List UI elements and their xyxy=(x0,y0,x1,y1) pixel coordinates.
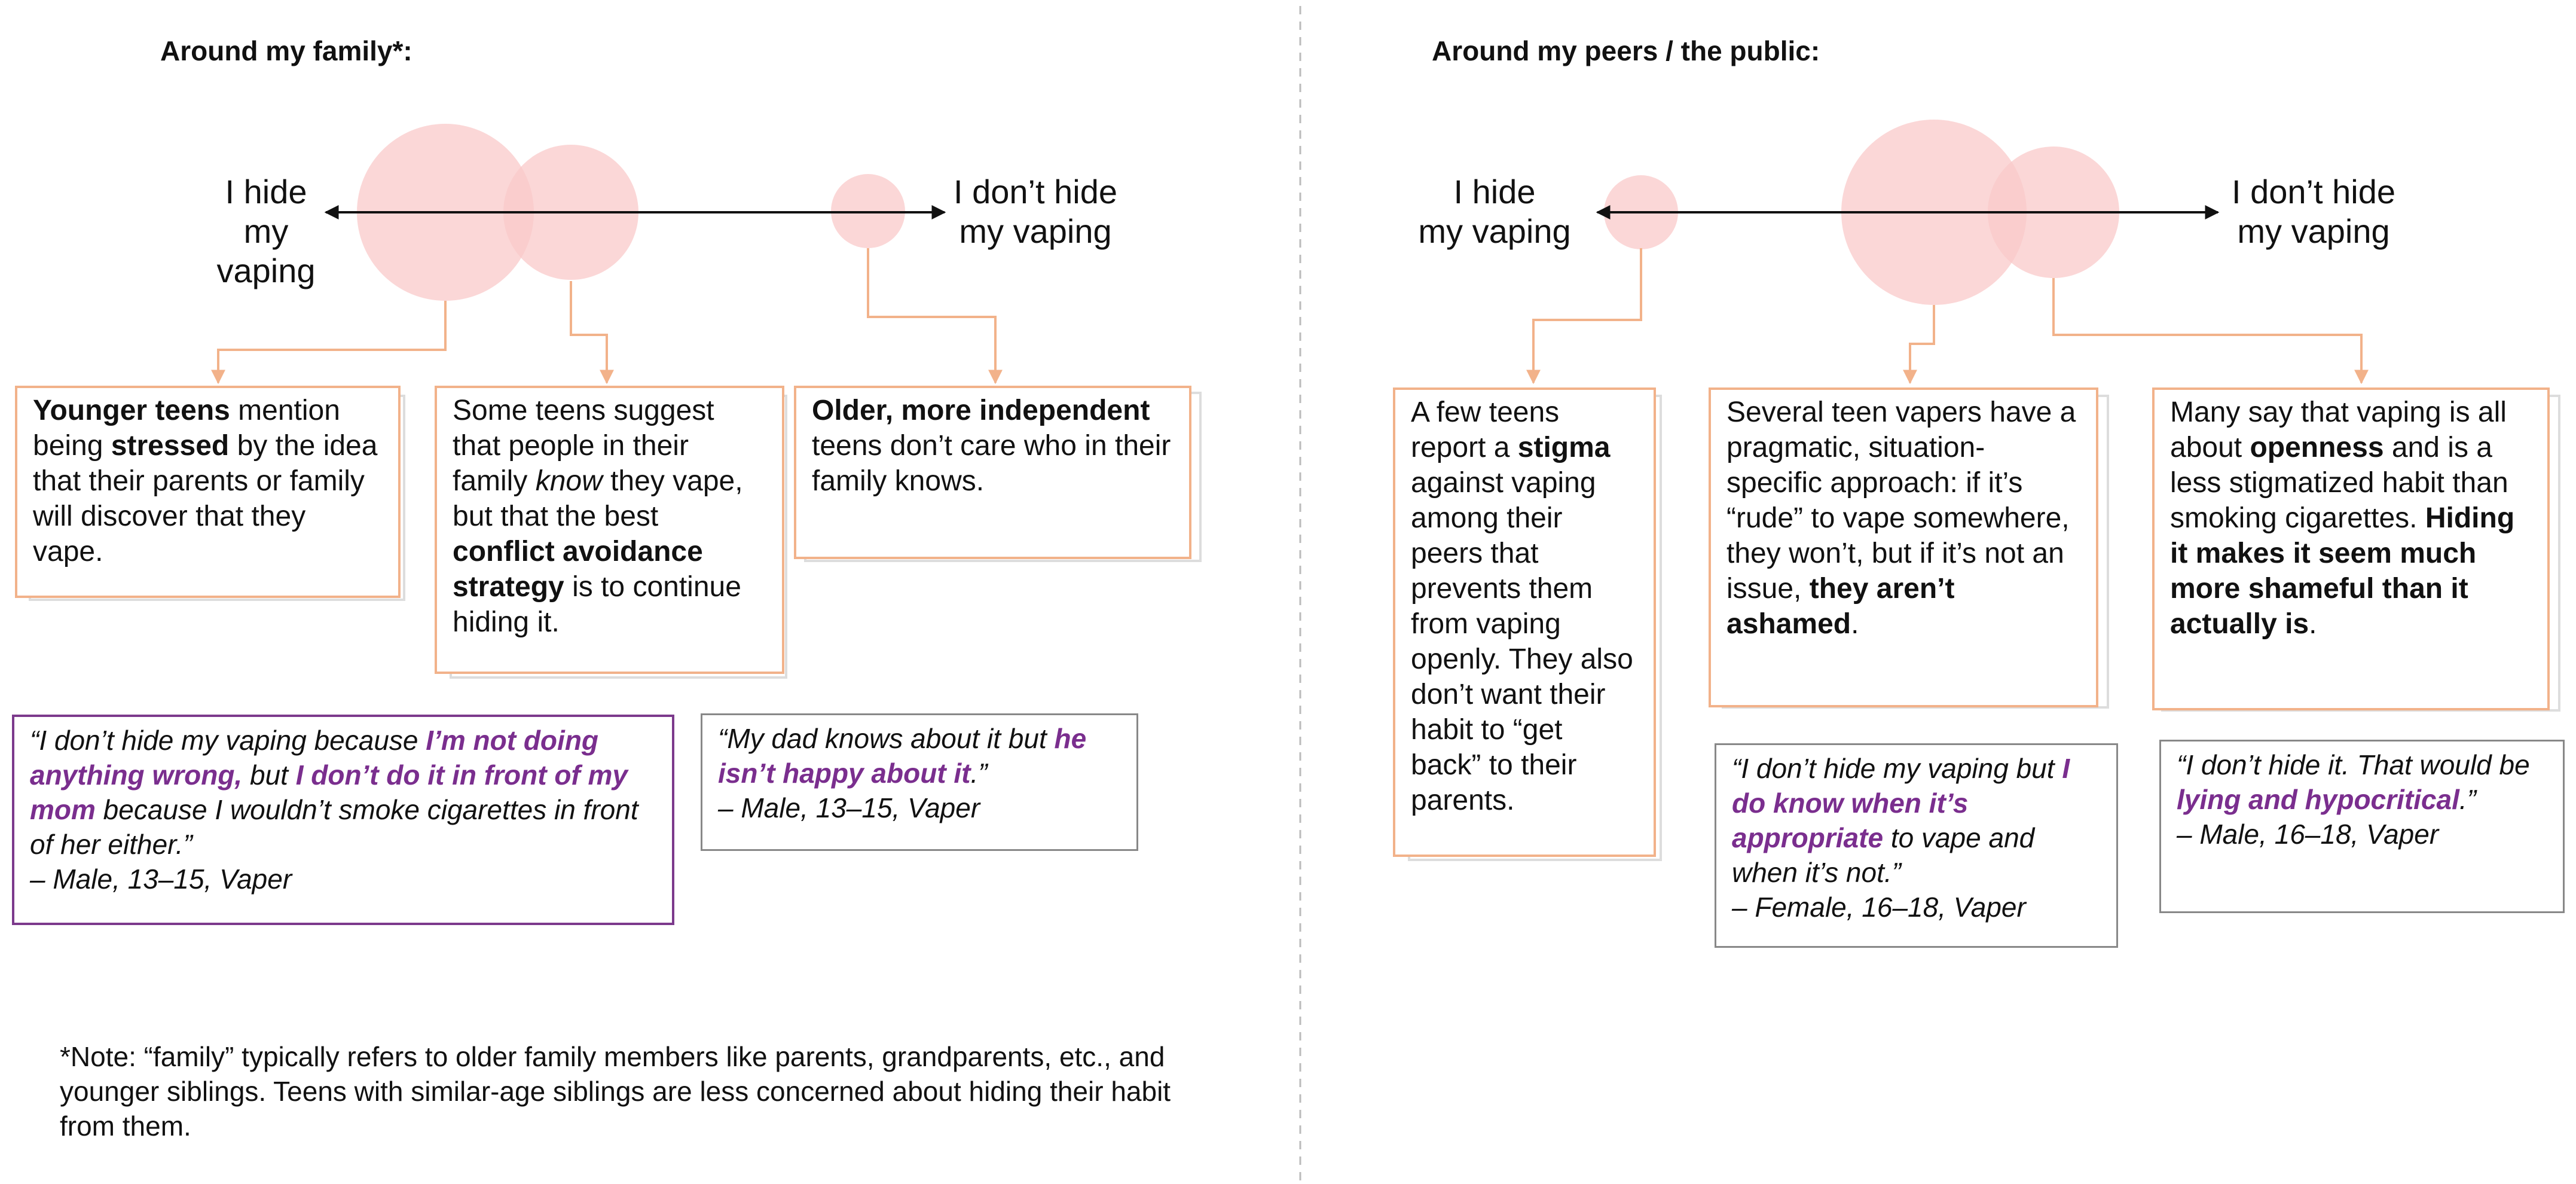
family-box-older xyxy=(794,386,1191,559)
text-run: “I don’t hide my vaping because xyxy=(30,725,426,756)
text-run: teens don’t care who in their family knows. xyxy=(812,430,1171,497)
text-run: they aren’t ashamed xyxy=(1726,573,1955,640)
text-run: lying and hypocritical xyxy=(2177,784,2459,815)
peers-heading: Around my peers / the public: xyxy=(1432,35,1820,66)
peers-axis-right-label xyxy=(2224,172,2403,251)
text-run: Older, more independent xyxy=(812,395,1150,426)
text-run: by the idea that their parents or family will discover that they vape. xyxy=(33,430,378,567)
text-run: conflict avoidance strategy xyxy=(453,536,703,603)
peers-connector-1 xyxy=(1533,248,1641,383)
peers-axis-left-label xyxy=(1405,172,1584,251)
text-run: Several teen vapers have a pragmatic, situation-specific approach: if it’s “rude” to vape somewhere, they won’t, but if it’s not an issue, xyxy=(1726,396,2076,605)
family-connector-1 xyxy=(218,301,445,383)
peers-axis-left-line-2: my vaping xyxy=(1418,212,1571,250)
peers-quote-1-text xyxy=(1732,751,2101,890)
text-run: Hiding it makes it seem much more shameful than it actually is xyxy=(2170,502,2515,640)
text-run: he isn’t happy about it xyxy=(718,723,1087,789)
family-quote-1 xyxy=(12,715,674,925)
text-run: .” xyxy=(970,758,988,789)
text-run: and is a less stigmatized habit than smoking cigarettes. xyxy=(2170,432,2508,534)
text-run: Many say that vaping is all about xyxy=(2170,396,2507,463)
peers-box-many xyxy=(2152,387,2550,710)
family-box-some xyxy=(435,386,784,674)
text-run: . xyxy=(1851,608,1859,640)
peers-connector-2 xyxy=(1910,305,1934,383)
family-connector-2 xyxy=(571,281,607,383)
text-run: they vape, but that the best xyxy=(453,465,743,532)
text-run: openness xyxy=(2250,432,2384,463)
family-axis-right-line-2: my vaping xyxy=(959,212,1112,250)
text-run: against vaping among their peers that prevents them from vaping openly. They also don’t want their habit to “get back” to their parents. xyxy=(1411,467,1633,816)
peers-axis-right-line-2: my vaping xyxy=(2237,212,2390,250)
peers-box-few xyxy=(1393,387,1656,857)
family-axis-left-line-2: my vaping xyxy=(216,212,316,289)
text-run: stressed xyxy=(111,430,230,462)
text-run: Some teens suggest that people in their family xyxy=(453,395,714,497)
peers-box-several xyxy=(1709,387,2098,707)
text-run: A few teens report a xyxy=(1411,396,1560,463)
text-run: I don’t do it in front of my mom xyxy=(30,759,628,825)
text-run: “I don’t hide my vaping but xyxy=(1732,753,2062,784)
text-run: “I don’t hide it. That would be xyxy=(2177,749,2530,780)
text-run: .” xyxy=(2459,784,2476,815)
peers-axis-left-line-1: I hide xyxy=(1453,173,1536,210)
peers-quote-2 xyxy=(2159,740,2565,913)
family-box-younger xyxy=(15,386,401,598)
family-axis-right-label xyxy=(946,172,1125,251)
family-quote-2-attribution: – Male, 13–15, Vaper xyxy=(718,792,980,823)
text-run: I’m not doing anything wrong, xyxy=(30,725,599,791)
text-run: know xyxy=(535,465,603,497)
peers-axis-right-line-1: I don’t hide xyxy=(2232,173,2395,210)
text-run: I do know when it’s appropriate xyxy=(1732,753,2070,853)
text-run: to vape and when it’s not.” xyxy=(1732,822,2035,888)
family-axis-left-line-1: I hide xyxy=(225,173,307,210)
text-run: mention being xyxy=(33,395,340,462)
family-quote-2-text xyxy=(718,721,1121,791)
text-run: Younger teens xyxy=(33,395,230,426)
text-run: but xyxy=(242,759,296,791)
text-run: . xyxy=(2309,608,2317,640)
family-axis-right-line-1: I don’t hide xyxy=(954,173,1117,210)
family-quote-1-attribution: – Male, 13–15, Vaper xyxy=(30,863,292,895)
peers-quote-1 xyxy=(1715,743,2118,948)
text-run: stigma xyxy=(1517,432,1611,463)
family-quote-2 xyxy=(701,713,1138,851)
family-connector-3 xyxy=(868,248,995,383)
peers-quote-2-attribution: – Male, 16–18, Vaper xyxy=(2177,819,2439,850)
family-note: *Note: “family” typically refers to older family members like parents, grandparents, etc., and younger siblings. Teens with similar-age siblings are less concerned about hiding their habit from them. xyxy=(60,1041,1171,1142)
family-axis-left-label xyxy=(206,172,326,291)
peers-quote-2-text xyxy=(2177,747,2547,817)
family-heading: Around my family*: xyxy=(160,35,412,66)
text-run: is to continue hiding it. xyxy=(453,571,741,638)
family-quote-1-text xyxy=(30,723,656,862)
peers-connector-3 xyxy=(2054,278,2361,383)
text-run: because I wouldn’t smoke cigarettes in front of her either.” xyxy=(30,794,638,860)
peers-quote-1-attribution: – Female, 16–18, Vaper xyxy=(1732,892,2026,923)
text-run: “My dad knows about it but xyxy=(718,723,1055,754)
